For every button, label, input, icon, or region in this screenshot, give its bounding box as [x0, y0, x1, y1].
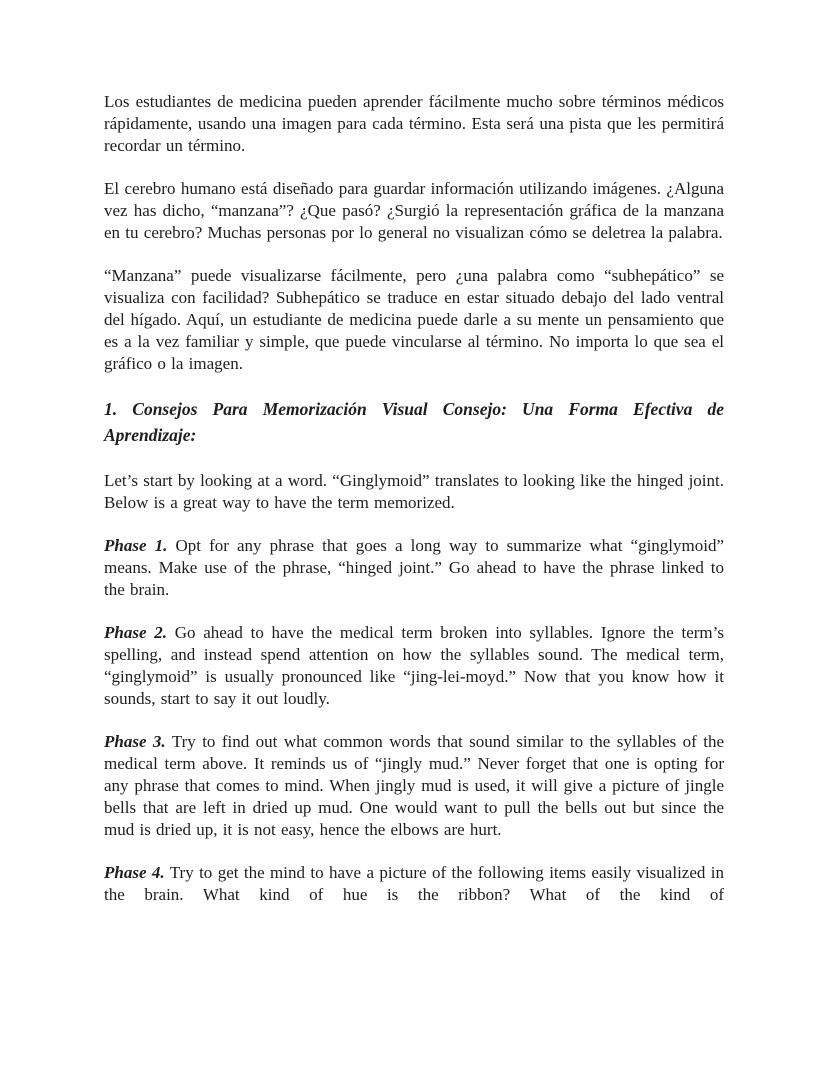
paragraph-intro-2: El cerebro humano está diseñado para guardar información utilizando imágenes. ¿Alguna vez has dicho, “manzana”? ¿Que pasó? ¿Surgió la representación gráfica de la manzana en tu cerebro? Muchas personas por lo general no visualizan cómo se deletrea la palabra.: [104, 179, 724, 242]
section-heading: 1. Consejos Para Memorización Visual Consejo: Una Forma Efectiva de Aprendizaje:: [104, 399, 724, 445]
phase-4-label: Phase 4.: [104, 863, 165, 882]
phase-1-text: Opt for any phrase that goes a long way to summarize what “ginglymoid” means. Make use of the phrase, “hinged joint.” Go ahead to have the phrase linked to the brain.: [104, 536, 725, 599]
phase-2-text: Go ahead to have the medical term broken into syllables. Ignore the term’s spelling, and instead spend attention on how the syllables sound. The medical term, “ginglymoid” is usually pronounced like “jing-lei-moyd.” Now that you know how it sounds, start to say it out loudly.: [104, 623, 724, 708]
paragraph-phase-2: [104, 622, 724, 710]
paragraph-phase-3: [104, 731, 724, 841]
paragraph-phase-4: [104, 862, 724, 906]
phase-3-label: Phase 3.: [104, 732, 166, 751]
phase-4-text: Try to get the mind to have a picture of the following items easily visualized in the brain. What kind of hue is the ribbon? What of the kind of: [104, 863, 725, 904]
paragraph-ginglymoid-intro: Let’s start by looking at a word. “Ginglymoid” translates to looking like the hinged joint. Below is a great way to have the term memorized.: [104, 471, 724, 512]
phase-2-label: Phase 2.: [104, 623, 167, 642]
paragraph-intro-1: Los estudiantes de medicina pueden aprender fácilmente mucho sobre términos médicos rápidamente, usando una imagen para cada término. Esta será una pista que les permitirá recordar un término.: [104, 92, 724, 155]
phase-3-text: Try to find out what common words that sound similar to the syllables of the medical term above. It reminds us of “jingly mud.” Never forget that one is opting for any phrase that comes to mind. When jingly mud is used, it will give a picture of jingle bells that are left in dried up mud. One would want to pull the bells out but since the mud is dried up, it is not easy, hence the elbows are hurt.: [104, 732, 725, 839]
paragraph-intro-3: “Manzana” puede visualizarse fácilmente, pero ¿una palabra como “subhepático” se visualiza con facilidad? Subhepático se traduce en estar situado debajo del lado ventral del hígado. Aquí, un estudiante de medicina puede darle a su mente un pensamiento que es a la vez familiar y simple, que puede vincularse al término. No importa lo que sea el gráfico o la imagen.: [104, 266, 724, 373]
paragraph-phase-1: [104, 535, 724, 601]
phase-1-label: Phase 1.: [104, 536, 168, 555]
